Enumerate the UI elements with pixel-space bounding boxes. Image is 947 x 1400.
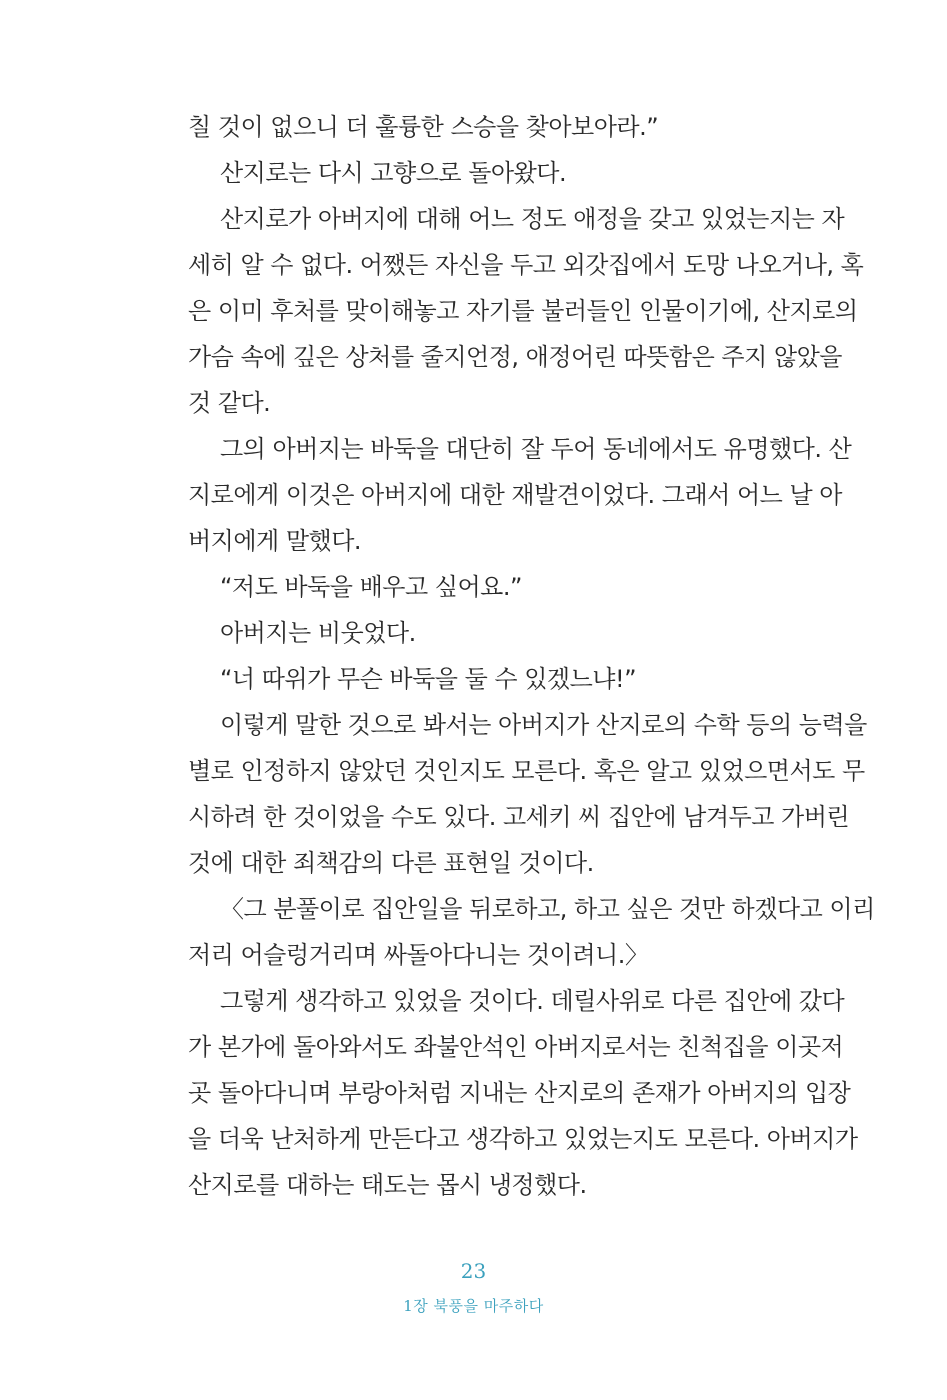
text-line: 산지로가 아버지에 대해 어느 정도 애정을 갖고 있었는지는 자 bbox=[220, 205, 845, 233]
text-line: “너 따위가 무슨 바둑을 둘 수 있겠느냐!” bbox=[220, 665, 637, 693]
text-line: 산지로는 다시 고향으로 돌아왔다. bbox=[220, 159, 567, 187]
text-line: 곳 돌아다니며 부랑아처럼 지내는 산지로의 존재가 아버지의 입장 bbox=[188, 1079, 851, 1107]
text-line: 지로에게 이것은 아버지에 대한 재발견이었다. 그래서 어느 날 아 bbox=[188, 481, 842, 509]
text-line: 을 더욱 난처하게 만든다고 생각하고 있었는지도 모른다. 아버지가 bbox=[188, 1125, 858, 1153]
text-line: 것 같다. bbox=[188, 389, 271, 417]
text-line: 그의 아버지는 바둑을 대단히 잘 두어 동네에서도 유명했다. 산 bbox=[220, 435, 852, 463]
text-line: 가슴 속에 깊은 상처를 줄지언정, 애정어린 따뜻함은 주지 않았을 bbox=[188, 343, 842, 371]
text-line: 칠 것이 없으니 더 훌륭한 스승을 찾아보아라.” bbox=[188, 113, 659, 141]
chapter-title: 1장 북풍을 마주하다 bbox=[403, 1297, 544, 1315]
text-line: 별로 인정하지 않았던 것인지도 모른다. 혹은 알고 있었으면서도 무 bbox=[188, 757, 865, 785]
text-line: “저도 바둑을 배우고 싶어요.” bbox=[220, 573, 522, 601]
text-line: 은 이미 후처를 맞이해놓고 자기를 불러들인 인물이기에, 산지로의 bbox=[188, 297, 858, 325]
page-number: 23 bbox=[460, 1259, 487, 1283]
text-line: 것에 대한 죄책감의 다른 표현일 것이다. bbox=[188, 849, 594, 877]
text-line: 〈그 분풀이로 집안일을 뒤로하고, 하고 싶은 것만 하겠다고 이리 bbox=[220, 895, 875, 923]
body-text bbox=[188, 104, 875, 1208]
text-line: 아버지는 비웃었다. bbox=[220, 619, 416, 647]
text-line: 버지에게 말했다. bbox=[188, 527, 362, 555]
text-line: 가 본가에 돌아와서도 좌불안석인 아버지로서는 친척집을 이곳저 bbox=[188, 1033, 844, 1061]
text-line: 이렇게 말한 것으로 봐서는 아버지가 산지로의 수학 등의 능력을 bbox=[220, 711, 867, 739]
text-line: 저리 어슬렁거리며 싸돌아다니는 것이려니.〉 bbox=[188, 941, 649, 969]
text-line: 그렇게 생각하고 있었을 것이다. 데릴사위로 다른 집안에 갔다 bbox=[220, 987, 845, 1015]
text-line: 시하려 한 것이었을 수도 있다. 고세키 씨 집안에 남겨두고 가버린 bbox=[188, 803, 850, 831]
text-line: 산지로를 대하는 태도는 몹시 냉정했다. bbox=[188, 1171, 587, 1199]
text-line: 세히 알 수 없다. 어쨌든 자신을 두고 외갓집에서 도망 나오거나, 혹 bbox=[188, 251, 864, 279]
